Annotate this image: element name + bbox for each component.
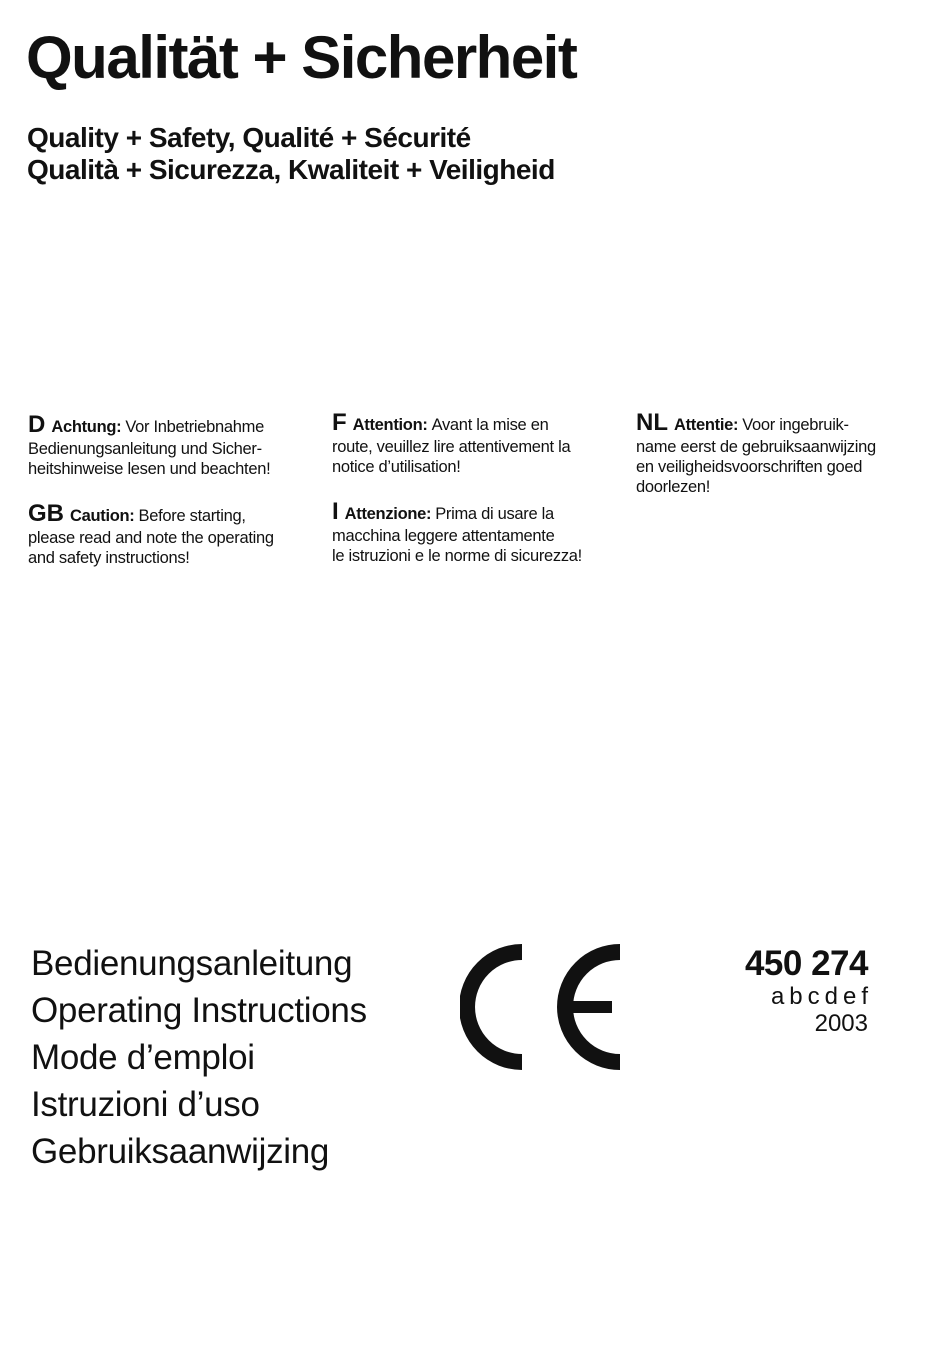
notice-french-first-line bbox=[332, 411, 632, 437]
notice-text: heitshinweise lesen und beachten! bbox=[28, 460, 271, 478]
notice-dutch-first-line bbox=[636, 411, 936, 437]
model-variants: abcdef bbox=[770, 983, 873, 1010]
notice-keyword: Attenzione: bbox=[344, 505, 432, 523]
language-code-gb: GB bbox=[28, 500, 64, 527]
subtitle-line-1: Quality + Safety, Qualité + Sécurité bbox=[27, 122, 471, 153]
notice-text: macchina leggere attentamente bbox=[332, 527, 555, 545]
notice-text: Before starting, bbox=[138, 507, 246, 525]
manual-title-german: Bedienungsanleitung bbox=[31, 944, 353, 983]
notice-text: en veiligheidsvoorschriften goed bbox=[636, 458, 863, 476]
notice-german bbox=[28, 413, 328, 479]
language-code-i: I bbox=[332, 498, 339, 525]
notice-text: name eerst de gebruiksaanwijzing bbox=[636, 438, 876, 456]
manual-title-french: Mode d’emploi bbox=[31, 1038, 255, 1077]
notice-text: Vor Inbetriebnahme bbox=[125, 418, 264, 436]
notice-italian-first-line bbox=[332, 500, 632, 526]
notice-text: Bedienungsanleitung und Sicher- bbox=[28, 440, 262, 458]
page-title: Qualität + Sicherheit bbox=[26, 24, 577, 91]
language-code-nl: NL bbox=[636, 409, 668, 436]
notice-keyword: Attentie: bbox=[674, 416, 739, 434]
notice-italian bbox=[332, 500, 632, 566]
notice-french bbox=[332, 411, 632, 477]
notice-text: and safety instructions! bbox=[28, 549, 190, 567]
notice-text: doorlezen! bbox=[636, 478, 711, 496]
manual-title-english: Operating Instructions bbox=[31, 991, 367, 1030]
manual-title-dutch: Gebruiksaanwijzing bbox=[31, 1132, 330, 1171]
notice-text: route, veuillez lire attentivement la bbox=[332, 438, 571, 456]
notice-text: please read and note the operating bbox=[28, 529, 274, 547]
notice-keyword: Achtung: bbox=[51, 418, 122, 436]
notice-german-first-line bbox=[28, 413, 328, 439]
notice-text: Voor ingebruik- bbox=[742, 416, 849, 434]
manual-title-list bbox=[31, 940, 367, 1175]
ce-letter-c-shape bbox=[467, 952, 522, 1062]
notice-text: Avant la mise en bbox=[431, 416, 549, 434]
notice-english-first-line bbox=[28, 502, 328, 528]
ce-mark-icon bbox=[460, 944, 628, 1070]
notice-text: le istruzioni e le norme di sicurezza! bbox=[332, 547, 582, 565]
notice-keyword: Caution: bbox=[70, 507, 135, 525]
model-number: 450 274 bbox=[744, 944, 868, 983]
notice-text: notice d’utilisation! bbox=[332, 458, 461, 476]
model-info bbox=[744, 944, 873, 1038]
notice-english bbox=[28, 502, 328, 568]
model-year: 2003 bbox=[814, 1010, 868, 1037]
notice-keyword: Attention: bbox=[352, 416, 428, 434]
notice-dutch bbox=[636, 411, 936, 497]
subtitle-line-2: Qualità + Sicurezza, Kwaliteit + Veiligheid bbox=[27, 154, 555, 185]
language-code-f: F bbox=[332, 409, 347, 436]
language-code-d: D bbox=[28, 411, 46, 438]
notice-text: Prima di usare la bbox=[435, 505, 554, 523]
manual-title-italian: Istruzioni d’uso bbox=[31, 1085, 260, 1124]
